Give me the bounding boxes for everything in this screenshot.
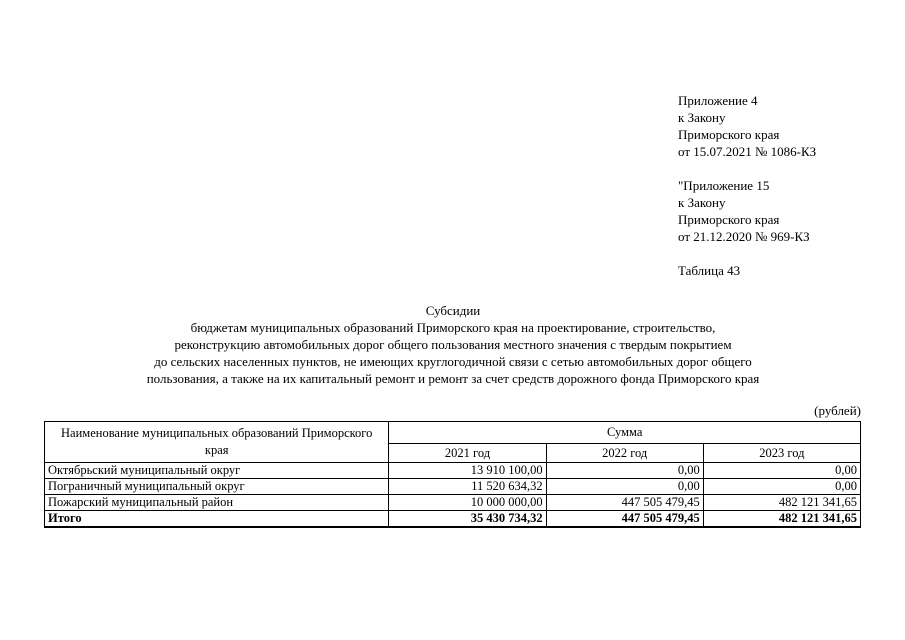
document-heading [40,302,866,387]
annex-block-current [678,92,816,160]
heading-line: бюджетам муниципальных образований Приморского края на проектирование, строительство, [190,320,716,335]
annex-line: Приморского края [678,127,780,142]
annex-line: к Закону [678,110,726,125]
row-value: 10 000 000,00 [389,495,546,511]
row-name: Октябрьский муниципальный округ [45,463,389,479]
annex-header [678,92,816,279]
row-value: 0,00 [703,479,860,495]
table-row [45,463,861,479]
annex-line: от 15.07.2021 № 1086-КЗ [678,144,817,159]
table-header-row [45,422,861,444]
total-value: 482 121 341,65 [703,511,860,528]
heading-line: реконструкцию автомобильных дорог общего пользования местного значения с твердым покрытием [174,337,732,352]
annex-line: "Приложение 15 [678,178,770,193]
row-name: Пограничный муниципальный округ [45,479,389,495]
annex-line: Приложение 4 [678,93,758,108]
row-value: 447 505 479,45 [546,495,703,511]
annex-line: от 21.12.2020 № 969-КЗ [678,229,810,244]
table-row [45,479,861,495]
row-value: 13 910 100,00 [389,463,546,479]
total-value: 447 505 479,45 [546,511,703,528]
header-year: 2023 год [703,444,860,463]
total-label: Итого [45,511,389,528]
unit-label: (рублей) [814,403,861,418]
annex-block-original [678,177,816,245]
subsidies-table [44,421,861,528]
row-value: 0,00 [546,463,703,479]
header-sum-column: Сумма [389,422,861,444]
table-total-row [45,511,861,528]
row-value: 0,00 [546,479,703,495]
header-year: 2022 год [546,444,703,463]
row-value: 482 121 341,65 [703,495,860,511]
row-value: 11 520 634,32 [389,479,546,495]
annex-line: к Закону [678,195,726,210]
header-name-column: Наименование муниципальных образований Приморского края [45,422,389,463]
heading-title: Субсидии [425,303,481,318]
total-value: 35 430 734,32 [389,511,546,528]
heading-line: пользования, а также на их капитальный ремонт и ремонт за счет средств дорожного фонда Приморского края [146,371,760,386]
heading-line: до сельских населенных пунктов, не имеющих круглогодичной связи с сетью автомобильных дорог общего [154,354,752,369]
table-number: Таблица 43 [678,263,741,278]
header-year: 2021 год [389,444,546,463]
row-name: Пожарский муниципальный район [45,495,389,511]
row-value: 0,00 [703,463,860,479]
annex-block-table-number [678,262,816,279]
table-row [45,495,861,511]
annex-line: Приморского края [678,212,780,227]
